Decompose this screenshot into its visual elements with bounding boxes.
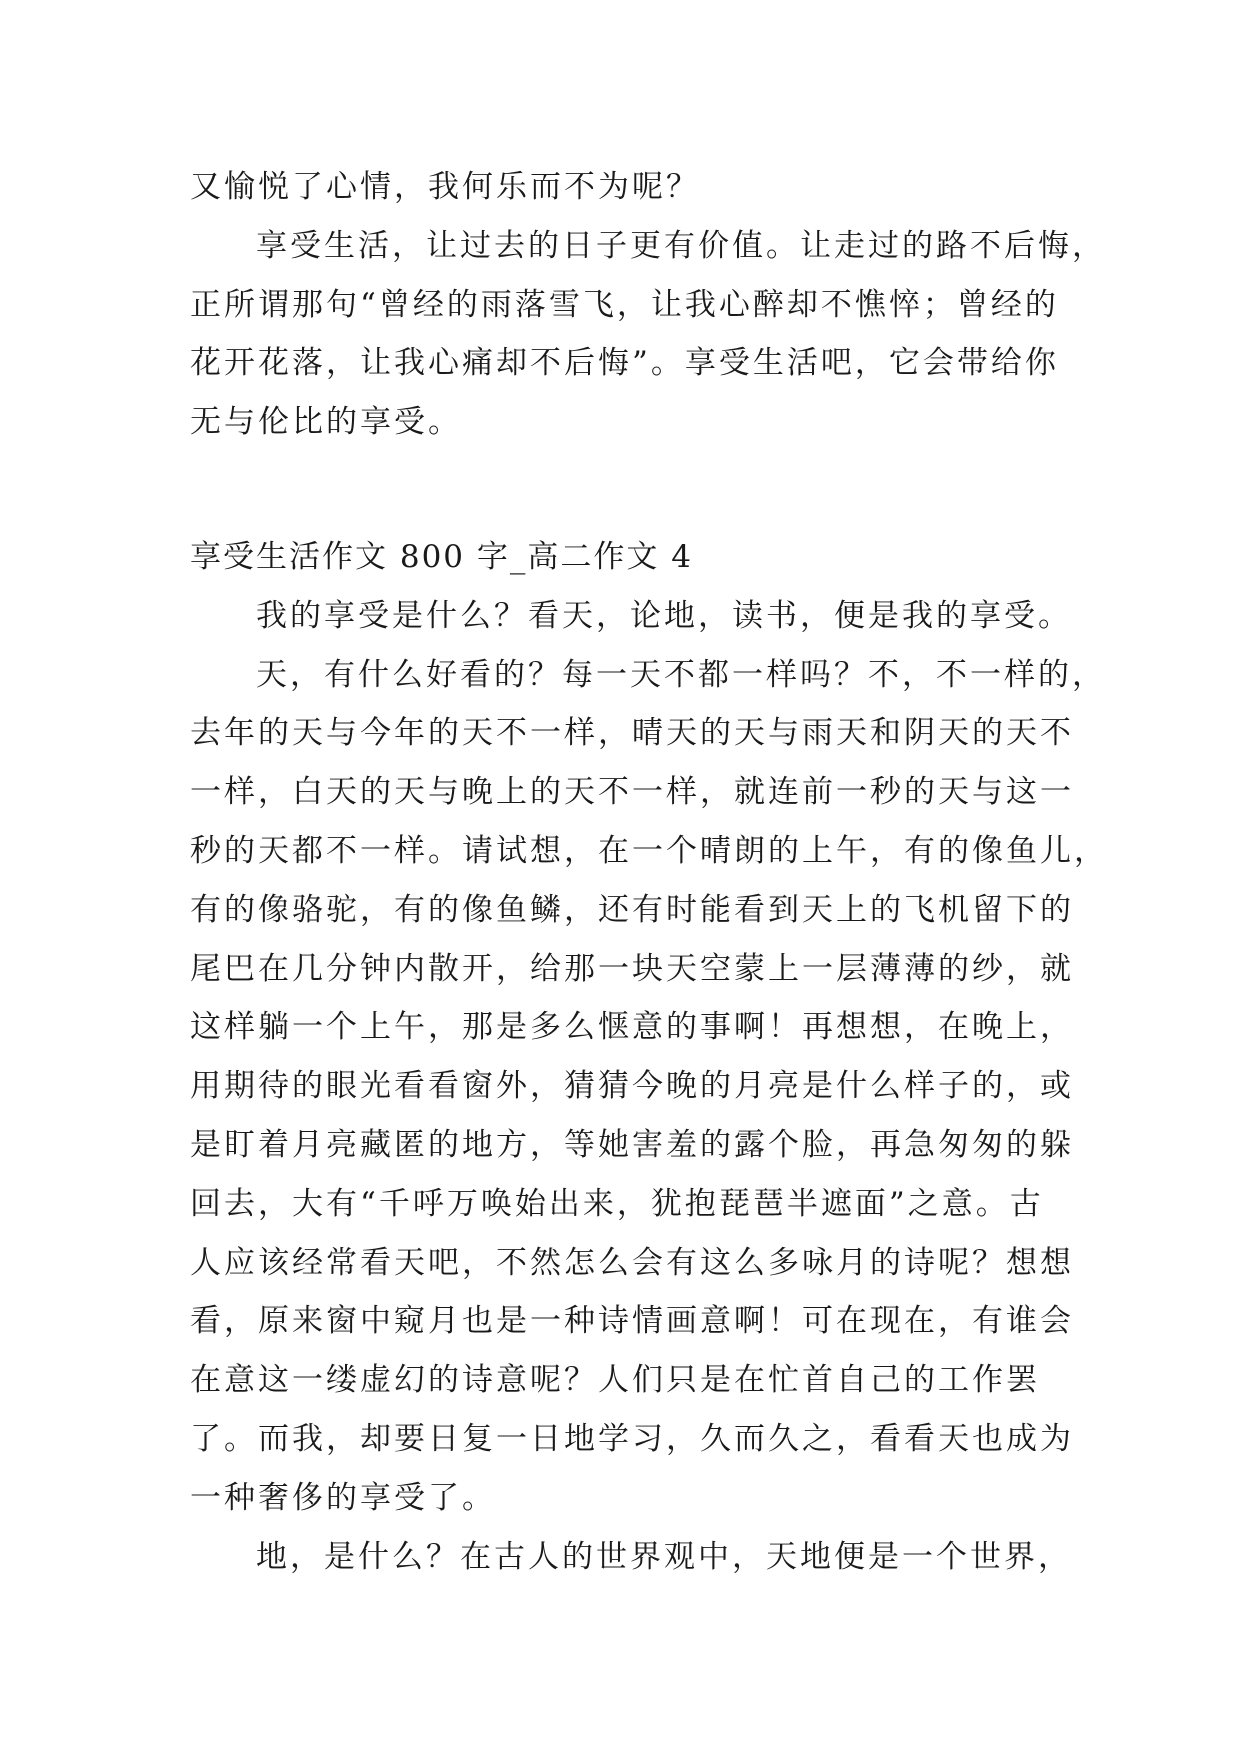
text-column [190, 158, 1108, 1586]
paragraph-line: 尾巴在几分钟内散开，给那一块天空蒙上一层薄薄的纱，就 [190, 950, 1074, 987]
paragraph-line: 地，是什么？在古人的世界观中，天地便是一个世界， [256, 1538, 1072, 1575]
paragraph-line: 我的享受是什么？看天，论地，读书，便是我的享受。 [256, 597, 1072, 634]
section-heading: 享受生活作文 800 字_高二作文 4 [190, 538, 693, 575]
paragraph-line: 花开花落，让我心痛却不后悔”。享受生活吧，它会带给你 [190, 345, 1059, 382]
paragraph-line: 看，原来窗中窥月也是一种诗情画意啊！可在现在，有谁会 [190, 1303, 1074, 1340]
paragraph-line: 在意这一缕虚幻的诗意呢？人们只是在忙首自己的工作罢 [190, 1362, 1040, 1399]
paragraph-line: 天，有什么好看的？每一天不都一样吗？不，不一样的， [256, 656, 1106, 693]
paragraph-line: 秒的天都不一样。请试想，在一个晴朗的上午，有的像鱼儿， [190, 832, 1108, 869]
paragraph-line: 了。而我，却要日复一日地学习，久而久之，看看天也成为 [190, 1420, 1074, 1457]
paragraph-line: 是盯着月亮藏匿的地方，等她害羞的露个脸，再急匆匆的躲 [190, 1126, 1074, 1163]
paragraph-line: 回去，大有“千呼万唤始出来，犹抱琵琶半遮面”之意。古 [190, 1185, 1044, 1222]
paragraph-line: 去年的天与今年的天不一样，晴天的天与雨天和阴天的天不 [190, 715, 1074, 752]
paragraph-line: 一种奢侈的享受了。 [190, 1479, 496, 1516]
paragraph-line: 又愉悦了心情，我何乐而不为呢？ [190, 169, 700, 205]
paragraph-line: 正所谓那句“曾经的雨落雪飞，让我心醉却不憔悴；曾经的 [190, 286, 1059, 323]
paragraph-line: 有的像骆驼，有的像鱼鳞，还有时能看到天上的飞机留下的 [190, 891, 1074, 928]
paragraph-line: 用期待的眼光看看窗外，猜猜今晚的月亮是什么样子的，或 [190, 1068, 1074, 1105]
paragraph-line: 人应该经常看天吧，不然怎么会有这么多咏月的诗呢？想想 [190, 1244, 1074, 1281]
paragraph-line: 一样，白天的天与晚上的天不一样，就连前一秒的天与这一 [190, 774, 1074, 811]
section-gap [190, 452, 1070, 528]
paragraph-line: 享受生活，让过去的日子更有价值。让走过的路不后悔， [256, 227, 1106, 264]
paragraph-line: 这样躺一个上午，那是多么惬意的事啊！再想想，在晚上， [190, 1009, 1074, 1046]
paragraph-line: 无与伦比的享受。 [190, 404, 462, 441]
